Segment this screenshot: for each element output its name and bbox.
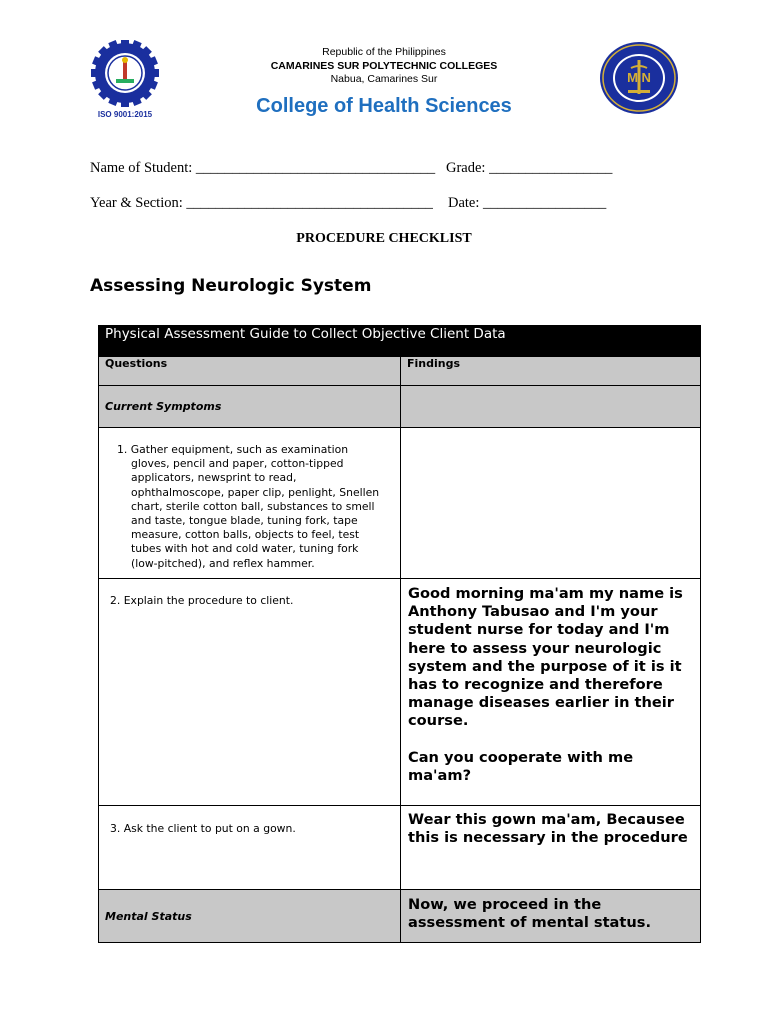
school-address: Nabua, Camarines Sur — [330, 73, 438, 85]
college-title: College of Health Sciences — [256, 95, 512, 117]
finding-cell — [401, 386, 701, 428]
question-cell: Mental Status — [99, 890, 401, 943]
question-cell: 3. Ask the client to put on a gown. — [99, 806, 401, 890]
finding-cell — [401, 428, 701, 579]
date-field: Date: _________________ — [448, 195, 607, 211]
table-title-row — [99, 326, 701, 357]
question-cell: 2. Explain the procedure to client. — [99, 579, 401, 806]
table-header-row — [99, 357, 701, 386]
student-name-field: Name of Student: _________________________________ — [90, 160, 436, 176]
checklist-table — [98, 325, 701, 943]
table-row — [99, 579, 701, 806]
col-findings: Findings — [401, 357, 701, 386]
question-cell: Current Symptoms — [99, 386, 401, 428]
table-row — [99, 386, 701, 428]
college-seal-logo — [598, 40, 680, 116]
table-row — [99, 428, 701, 579]
table-row — [99, 806, 701, 890]
table-title: Physical Assessment Guide to Collect Objective Client Data — [99, 326, 701, 357]
year-section-field: Year & Section: __________________________________ — [90, 195, 433, 211]
school-seal-logo — [90, 40, 160, 120]
republic-text: Republic of the Philippines — [322, 46, 446, 58]
question-cell: 1. Gather equipment, such as examination gloves, pencil and paper, cotton-tipped applicators, newsprint to read, ophthalmoscope, paper clip, penlight, Snellen chart, sterile cotton ball, substances to smell and taste, tongue blade, tuning fork, tape measure, cotton balls, objects to feel, test tubes with hot and cold water, tuning fork (low-pitched), and reflex hammer. — [99, 428, 401, 579]
table-row — [99, 890, 701, 943]
section-title: Assessing Neurologic System — [90, 276, 372, 296]
finding-cell: Wear this gown ma'am, Becausee this is necessary in the procedure — [401, 806, 701, 890]
svg-text:M N: M N — [627, 70, 651, 85]
svg-text:ISO 9001:2015: ISO 9001:2015 — [97, 110, 153, 119]
grade-field: Grade: _________________ — [446, 160, 613, 176]
school-name: CAMARINES SUR POLYTECHNIC COLLEGES — [270, 60, 498, 72]
finding-cell: Now, we proceed in the assessment of mental status. — [401, 890, 701, 943]
checklist-title: PROCEDURE CHECKLIST — [296, 231, 472, 246]
col-questions: Questions — [99, 357, 401, 386]
finding-cell: Good morning ma'am my name is Anthony Tabusao and I'm your student nurse for today and I'm here to assess your neurologic system and the purpose of it is it has to recognize and therefore manage diseases earlier in their course. Can you cooperate with me ma'am? — [401, 579, 701, 806]
